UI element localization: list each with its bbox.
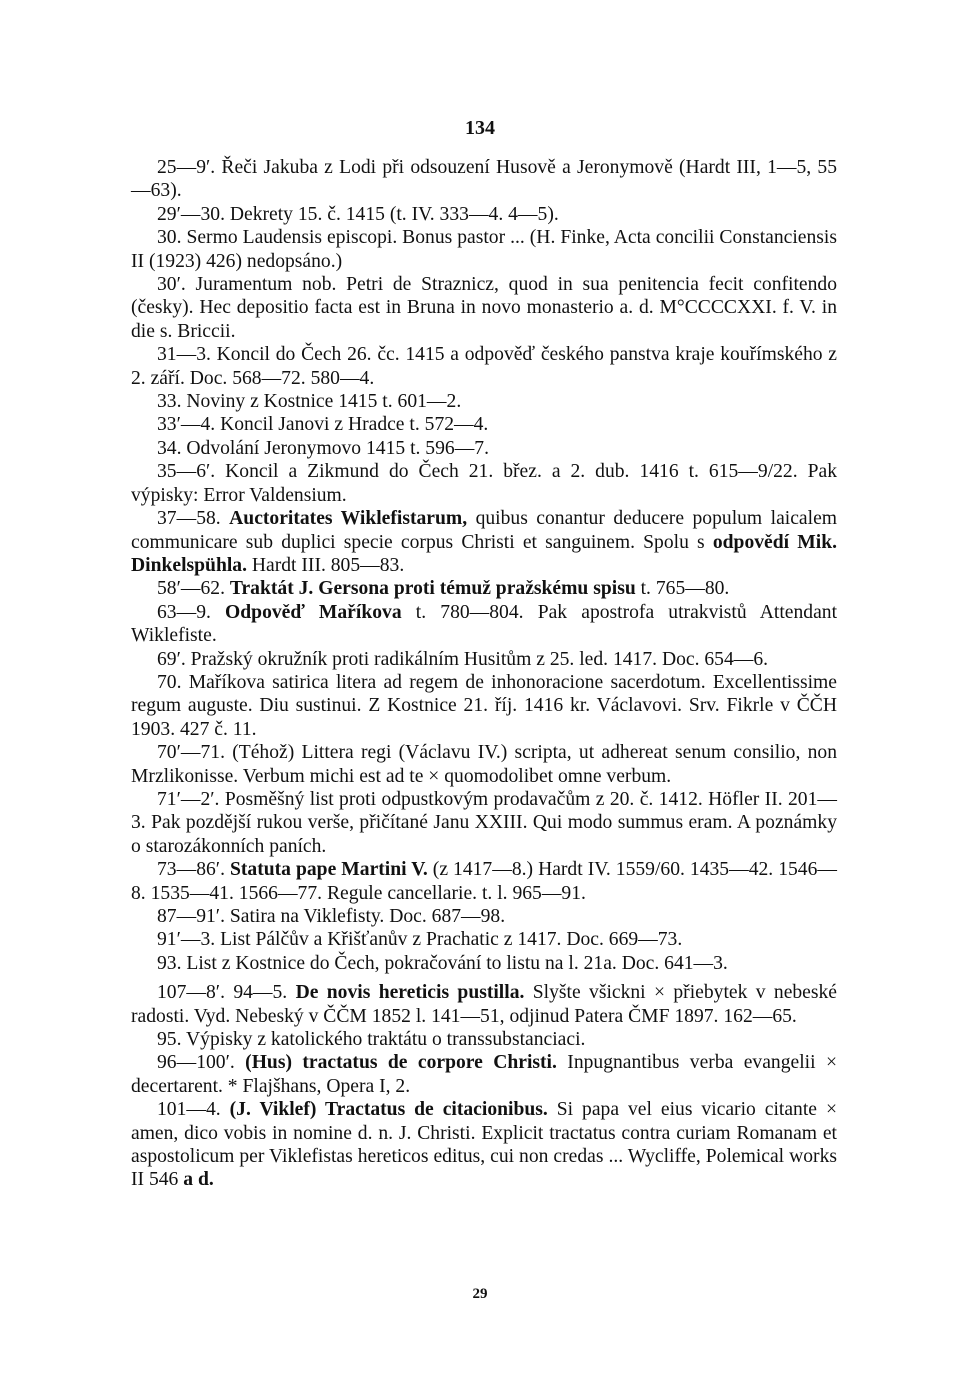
- entry-paragraph: [131, 905, 837, 928]
- entry-paragraph: [131, 981, 837, 1028]
- text-segment: 70. Maříkova satirica litera ad regem de inhonoracione sacerdotum. Excellentissime regum auguste. Diu sustinui. Z Kostnice 21. říj. 1416 kr. Václavovi. Srv. Fikrle v ČČH 1903. 427 č. 11.: [131, 671, 837, 740]
- entry-paragraph: [131, 858, 837, 905]
- entry-paragraph: [131, 741, 837, 788]
- bold-title-segment: a d.: [183, 1169, 214, 1191]
- entry-paragraph: [131, 648, 837, 671]
- entry-paragraph: [131, 1098, 837, 1192]
- entry-paragraph: [131, 273, 837, 343]
- text-segment: 63—9.: [157, 601, 226, 623]
- text-segment: 95. Výpisky z katolického traktátu o transsubstanciaci.: [157, 1029, 586, 1051]
- entry-paragraph: [131, 413, 837, 436]
- text-segment: 71′—2′. Posměšný list proti odpustkovým prodavačům z 20. č. 1412. Höfler II. 201—3. Pak pozdější rukou verše, přičítané Janu XXIII. Qui modo summus eram. A poznámky o starozákonních paních.: [131, 788, 837, 857]
- page-number: 134: [465, 117, 495, 139]
- bold-title-segment: (J. Viklef) Tractatus de citacionibus.: [229, 1099, 548, 1121]
- entry-paragraph: [131, 437, 837, 460]
- text-segment: 29′—30. Dekrety 15. č. 1415 (t. IV. 333—4. 4—5).: [157, 203, 559, 225]
- text-segment: 69′. Pražský okružník proti radikálním Husitům z 25. led. 1417. Doc. 654—6.: [157, 648, 769, 670]
- text-segment: (z 1417—8.) Hardt IV. 1559/60. 1435—42. 1546—8. 1535—41. 1566—77. Regule cancellarie. t. l. 965—91.: [131, 859, 837, 904]
- text-segment: Hardt III. 805—83.: [246, 554, 405, 576]
- text-segment: 73—86′.: [157, 859, 230, 881]
- text-segment: 87—91′. Satira na Viklefisty. Doc. 687—98.: [157, 906, 506, 927]
- bold-title-segment: (Hus) tractatus de corpore Christi.: [245, 1052, 557, 1074]
- bold-title-segment: odpovědí Mik. Dinkelspühla.: [131, 531, 837, 576]
- text-segment: 34. Odvolání Jeronymovo 1415 t. 596—7.: [157, 437, 489, 459]
- text-segment: t. 765—80.: [635, 578, 730, 600]
- bold-title-segment: Odpověď Maříkova: [225, 601, 402, 623]
- entry-paragraph: [131, 952, 837, 975]
- text-segment: Slyšte všickni × přiebytek v nebeské radosti. Vyd. Nebeský v ČČM 1852 l. 141—51, odjinud Patera ČMF 1897. 162—65.: [131, 982, 837, 1027]
- entry-paragraph: [131, 390, 837, 413]
- text-segment: 33. Noviny z Kostnice 1415 t. 601—2.: [157, 391, 462, 413]
- entry-paragraph: [131, 1051, 837, 1098]
- text-segment: 35—6′. Koncil a Zikmund do Čech 21. břez. a 2. dub. 1416 t. 615—9/22. Pak výpisky: Error Valdensium.: [131, 461, 837, 506]
- text-segment: 30. Sermo Laudensis episcopi. Bonus pastor ... (H. Finke, Acta concilii Constanciensis II (1923) 426) nedopsáno.): [131, 227, 837, 272]
- bold-title-segment: De novis hereticis pustilla.: [295, 982, 525, 1004]
- entry-paragraph: [131, 601, 837, 648]
- bold-title-segment: Traktát J. Gersona proti témuž pražskému spisu: [229, 578, 636, 600]
- text-segment: 70′—71. (Téhož) Littera regi (Václavu IV.) scripta, ut adhereat senum consilio, non Mrzlikonisse. Verbum michi est ad te × quomodolibet omne verbum.: [131, 742, 837, 787]
- body-text: [131, 156, 837, 1192]
- entry-paragraph: [131, 577, 837, 600]
- entry-paragraph: [131, 1028, 837, 1051]
- text-segment: t. 780—804. Pak apostrofa utrakvistů Attendant Wiklefiste.: [131, 601, 838, 647]
- bold-title-segment: Auctoritates Wiklefistarum,: [229, 508, 468, 530]
- text-segment: 107—8′. 94—5.: [157, 982, 296, 1004]
- entry-paragraph: [131, 156, 837, 203]
- text-segment: quibus conantur deducere populum laicalem communicare sub duplici specie corpus Christi et sanguinem. Spolu s: [131, 508, 838, 553]
- text-segment: 93. List z Kostnice do Čech, pokračování to listu na l. 21a. Doc. 641—3.: [157, 952, 728, 974]
- text-segment: 91′—3. List Pálčův a Křišťanův z Prachatic z 1417. Doc. 669—73.: [157, 929, 683, 951]
- text-segment: 33′—4. Koncil Janovi z Hradce t. 572—4.: [157, 414, 489, 436]
- text-segment: 101—4.: [157, 1099, 230, 1121]
- text-segment: 25—9′. Řeči Jakuba z Lodi při odsouzení Husově a Jeronymově (Hardt III, 1—5, 55—63).: [131, 157, 837, 202]
- text-segment: Si papa vel eius vicario citante × amen, dico vobis in nomine d. n. J. Christi. Explicit tractatus contra curiam Romanam et aspostolicum per Viklefistas hereticos editus, cui non credas ... Wycliffe, Polemical works II 546: [131, 1099, 837, 1191]
- entry-paragraph: [131, 226, 837, 273]
- entry-paragraph: [131, 788, 837, 858]
- entry-paragraph: [131, 203, 837, 226]
- text-segment: 37—58.: [157, 508, 230, 530]
- entry-paragraph: [131, 343, 837, 390]
- text-segment: 58′—62.: [157, 578, 230, 600]
- entry-paragraph: [131, 460, 837, 507]
- text-segment: 31—3. Koncil do Čech 26. čc. 1415 a odpověď českého panstva kraje kouřímského z 2. září. Doc. 568—72. 580—4.: [131, 344, 837, 389]
- entry-paragraph: [131, 928, 837, 951]
- entry-paragraph: [131, 671, 837, 741]
- text-segment: 30′. Juramentum nob. Petri de Straznicz, quod in sua penitencia fecit confitendo (česky). Hec depositio facta est in Bruna in novo monasterio a. d. M°CCCCXXI. f. V. in die s. Briccii.: [131, 274, 837, 342]
- entry-paragraph: [131, 507, 837, 577]
- text-segment: Inpugnantibus verba evangelii × decertarent. * Flajšhans, Opera I, 2.: [131, 1052, 837, 1097]
- footer-page-number: 29: [472, 1286, 488, 1302]
- text-segment: 96—100′.: [157, 1052, 246, 1074]
- bold-title-segment: Statuta pape Martini V.: [230, 859, 428, 881]
